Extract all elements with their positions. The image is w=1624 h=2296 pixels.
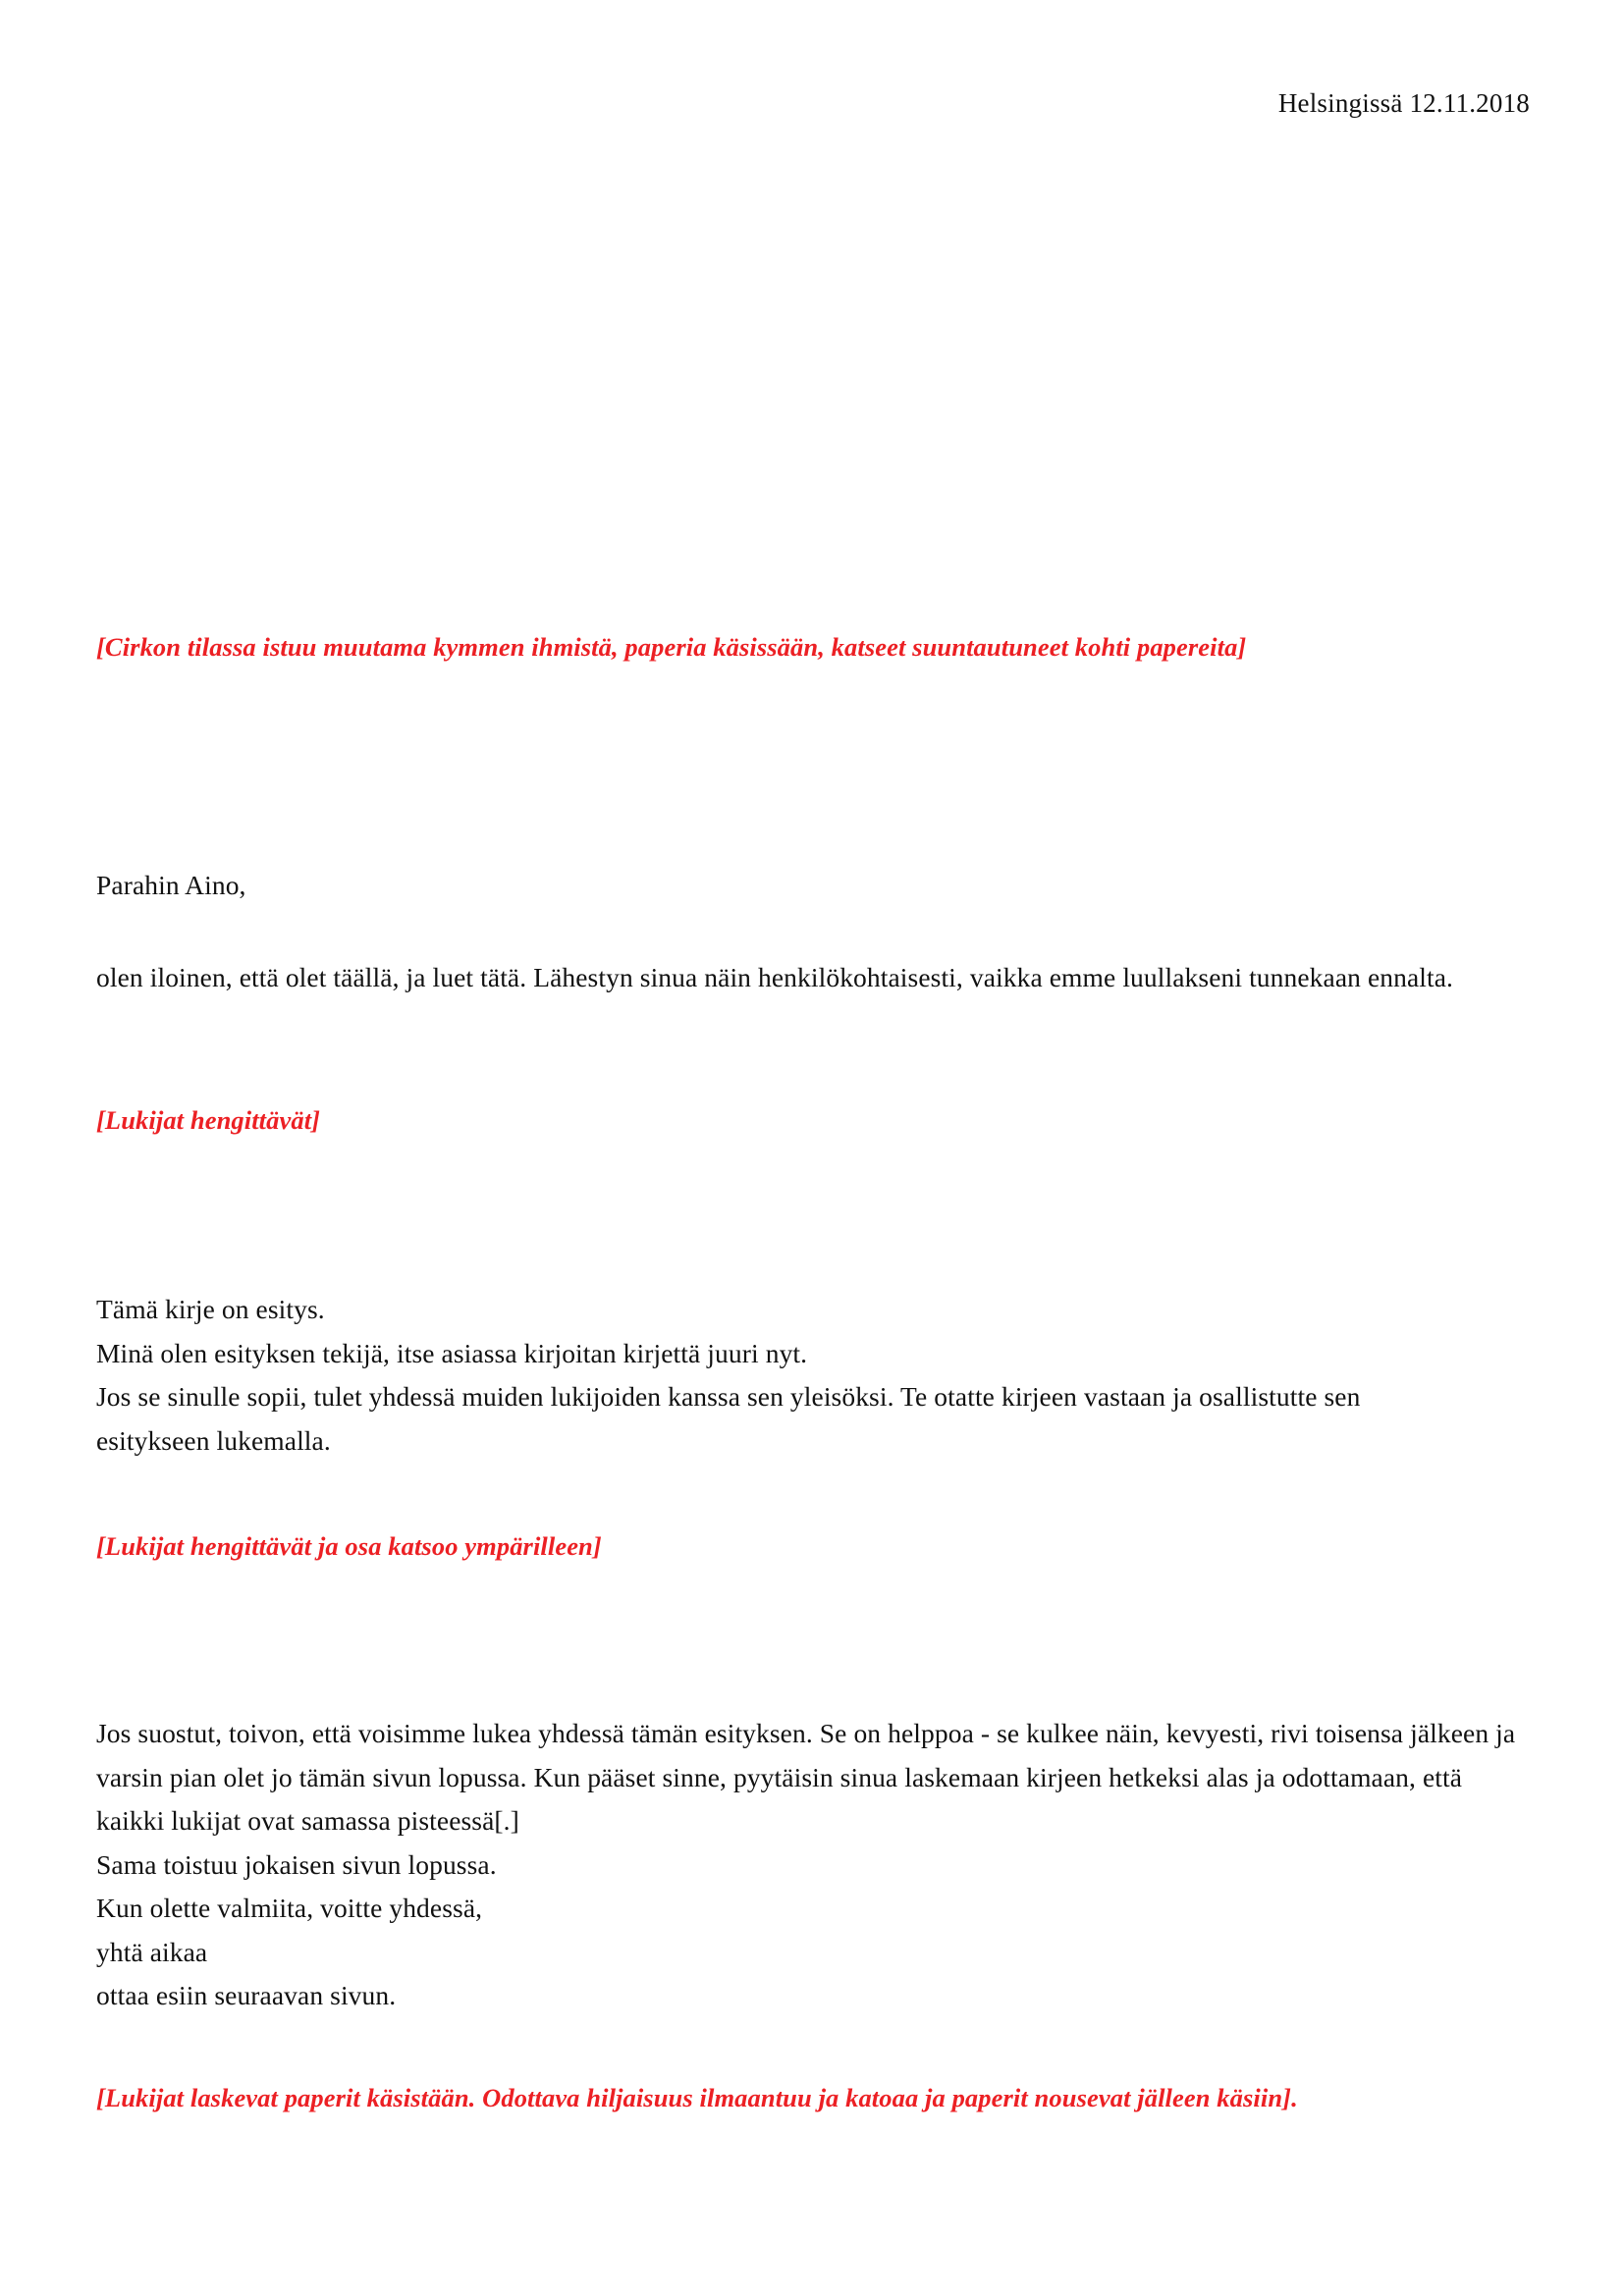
paragraph-3-line: Sama toistuu jokaisen sivun lopussa. — [96, 1848, 497, 1880]
stage-direction-3: [Lukijat hengittävät ja osa katsoo ympärilleen] — [96, 1531, 602, 1561]
date-line: Helsingissä 12.11.2018 — [1277, 88, 1530, 118]
paragraph-1: olen iloinen, että olet täällä, ja luet tätä. Lähestyn sinua näin henkilökohtaisesti, vaikka emme luullakseni tunnekaan ennalta. — [96, 962, 1454, 992]
paragraph-3 — [96, 1712, 1522, 2018]
paragraph-3-line: ottaa esiin seuraavan sivun. — [96, 1980, 397, 2011]
paragraph-2-line: Tämä kirje on esitys. — [96, 1294, 325, 1324]
greeting-line: Parahin Aino, — [96, 870, 246, 900]
paragraph-3-line: Jos suostut, toivon, että voisimme lukea yhdessä tämän esityksen. Se on helppoa - se kulkee näin, kevyesti, rivi toisensa jälkeen ja varsin pian olet jo tämän sivun lopussa. Kun pääset sinne, pyytäisin sinua laskemaan kirjeen hetkeksi alas ja odottamaan, että kaikki lukijat ovat samassa pisteessä[.] — [96, 1718, 1516, 1837]
paragraph-2-line: Jos se sinulle sopii, tulet yhdessä muiden lukijoiden kanssa sen yleisöksi. Te otatte kirjeen vastaan ja osallistutte sen esitykseen lukemalla. — [96, 1381, 1361, 1456]
paragraph-3-line: yhtä aikaa — [96, 1936, 208, 1967]
paragraph-3-line: Kun olette valmiita, voitte yhdessä, — [96, 1893, 483, 1924]
paragraph-2 — [96, 1288, 1471, 1463]
stage-direction-4: [Lukijat laskevat paperit käsistään. Odottava hiljaisuus ilmaantuu ja katoaa ja paperit nousevat jälleen käsiin]. — [96, 2083, 1298, 2112]
stage-direction-1: [Cirkon tilassa istuu muutama kymmen ihmistä, paperia käsissään, katseet suuntautuneet kohti papereita] — [96, 632, 1247, 662]
paragraph-2-line: Minä olen esityksen tekijä, itse asiassa kirjoitan kirjettä juuri nyt. — [96, 1337, 808, 1368]
stage-direction-2: [Lukijat hengittävät] — [96, 1105, 321, 1135]
